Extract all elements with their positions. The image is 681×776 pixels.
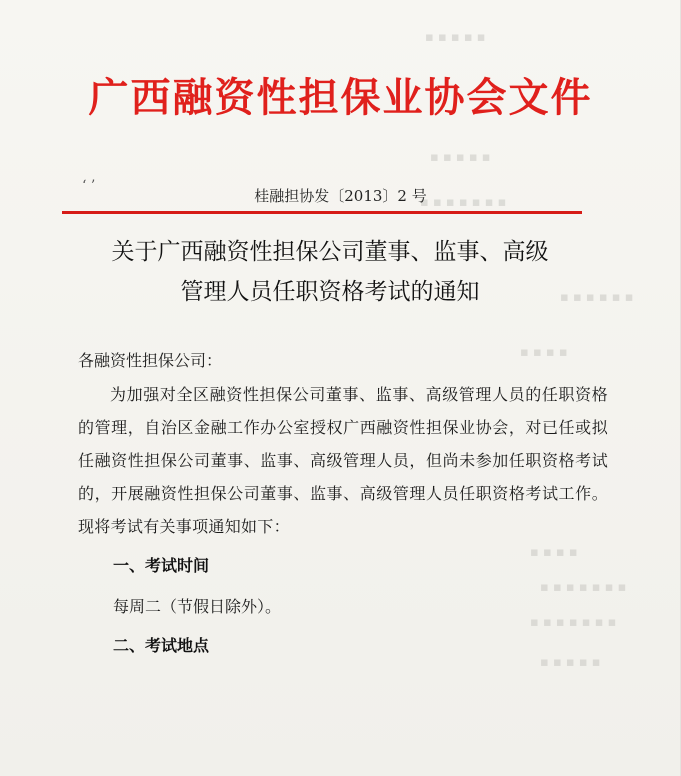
bleed-through-mark: ▪ ▪ ▪ ▪ — [530, 545, 578, 560]
bleed-through-mark: ▪ ▪ ▪ ▪ ▪ ▪ ▪ — [530, 615, 617, 630]
bleed-through-mark: ▪ ▪ ▪ ▪ ▪ — [430, 150, 491, 165]
document-header-title: 广西融资性担保业协会文件 — [88, 74, 593, 121]
bleed-through-mark: ▪ ▪ ▪ ▪ ▪ ▪ — [560, 290, 634, 305]
notice-title-line-2: 管理人员任职资格考试的通知 — [180, 279, 480, 305]
notice-title — [60, 232, 600, 312]
body-paragraph: 为加强对全区融资性担保公司董事、监事、高级管理人员的任职资格的管理，自治区金融工作办公室授权广西融资性担保业协会，对已任或拟任融资性担保公司董事、监事、高级管理人员，但尚未参加任职资格考试的，开展融资性担保公司董事、监事、高级管理人员任职资格考试工作。现将考试有关事项通知如下： — [78, 385, 608, 536]
salutation: 各融资性担保公司： — [78, 351, 223, 370]
section-heading-exam-location: 二、考试地点 — [113, 636, 210, 655]
section-heading-exam-time: 一、考试时间 — [113, 556, 210, 575]
scan-mark: ‘ ’ — [82, 178, 96, 194]
bleed-through-mark: ▪ ▪ ▪ ▪ ▪ — [425, 30, 486, 45]
bleed-through-mark: ▪ ▪ ▪ ▪ ▪ — [540, 655, 601, 670]
bleed-through-mark: ▪ ▪ ▪ ▪ ▪ ▪ ▪ — [420, 195, 507, 210]
section-text-exam-time: 每周二（节假日除外）。 — [113, 597, 282, 616]
bleed-through-mark: ▪ ▪ ▪ ▪ ▪ ▪ ▪ — [540, 580, 627, 595]
notice-title-line-1: 关于广西融资性担保公司董事、监事、高级 — [111, 239, 549, 265]
bleed-through-mark: ▪ ▪ ▪ ▪ — [520, 345, 568, 360]
red-divider-line — [62, 211, 582, 214]
document-number: 桂融担协发〔2013〕2 号 — [254, 187, 427, 205]
